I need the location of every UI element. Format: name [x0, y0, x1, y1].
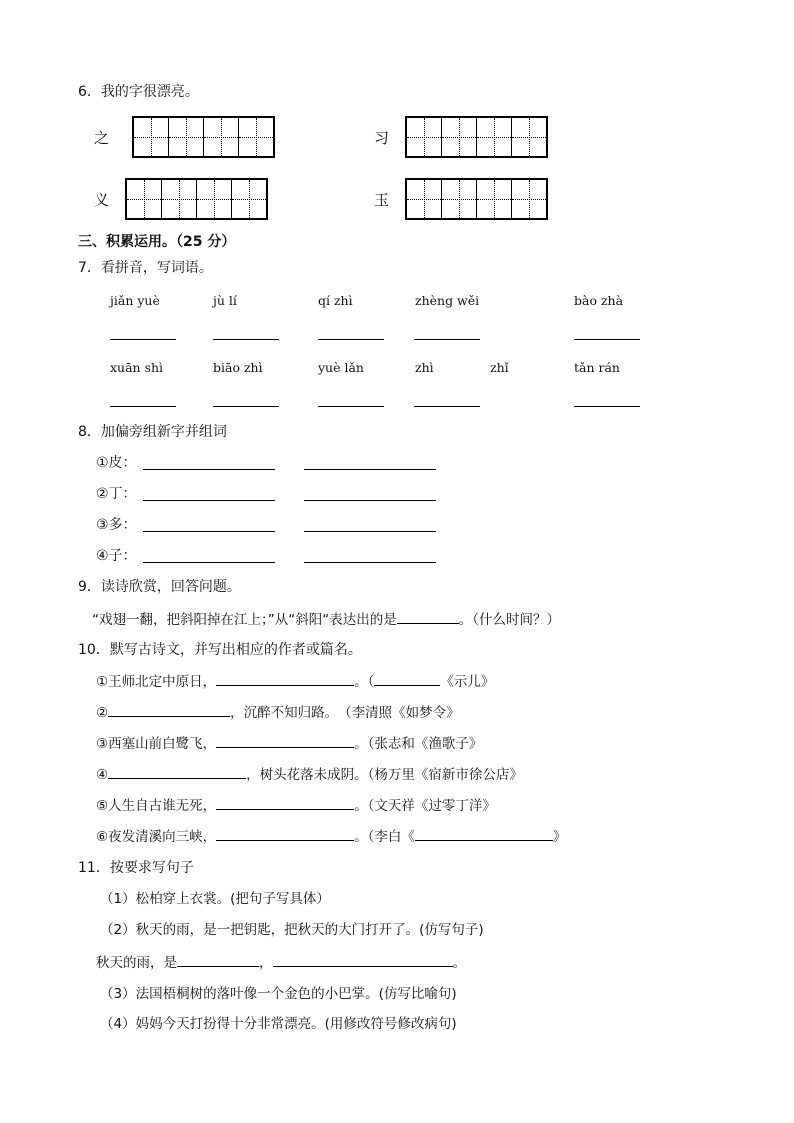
- pinyin: bào zhà: [574, 293, 624, 308]
- q10-line-5: [96, 795, 496, 816]
- pinyin: jù lí: [213, 293, 237, 308]
- poem-text: 。（张志和《渔歌子》: [354, 736, 483, 752]
- answer-blank[interactable]: [216, 795, 354, 810]
- writing-grid-4[interactable]: [405, 178, 548, 220]
- answer-blank[interactable]: [415, 826, 553, 841]
- answer-line[interactable]: [414, 339, 480, 340]
- pinyin: zhì: [415, 360, 434, 375]
- poem-text: ，树头花落未成阴。（杨万里《宿新市徐公店》: [246, 767, 523, 783]
- answer-blank[interactable]: [273, 952, 453, 967]
- answer-blank[interactable]: [216, 826, 354, 841]
- char-label-3: 义: [94, 191, 110, 209]
- q10-line-1: [96, 671, 494, 692]
- section-3-title: 三、积累运用。（25 分）: [78, 234, 236, 250]
- answer-blank[interactable]: [177, 952, 259, 967]
- pinyin: zhǐ: [490, 360, 509, 375]
- q10-title: 10．默写古诗文，并写出相应的作者或篇名。: [78, 642, 362, 658]
- q9-text-end: 。（什么时间？）: [458, 612, 560, 628]
- q9-text: “戏翅一翻，把斜阳掉在江上；”从“斜阳“表达出的是: [92, 612, 397, 628]
- char-label-4: 玉: [374, 191, 390, 209]
- poem-text: ①王师北定中原日，: [96, 674, 217, 690]
- grid-cell[interactable]: [441, 118, 476, 156]
- poem-text: ③西塞山前白鹭飞，: [96, 736, 217, 752]
- q8-item-label: ③多：: [96, 517, 137, 533]
- q10-line-4: [96, 764, 523, 785]
- answer-line[interactable]: [318, 406, 384, 407]
- writing-grid-3[interactable]: [125, 178, 268, 220]
- grid-cell[interactable]: [127, 180, 161, 218]
- answer-blank[interactable]: [216, 733, 354, 748]
- answer-blank[interactable]: [216, 671, 354, 686]
- grid-cell[interactable]: [196, 180, 231, 218]
- q11-sub-3: （3）法国梧桐树的落叶像一个金色的小巴掌。(仿写比喻句): [100, 986, 457, 1002]
- q11-sub-4: （4）妈妈今天打扮得十分非常漂亮。(用修改符号修改病句): [100, 1016, 457, 1032]
- answer-line[interactable]: [143, 562, 275, 563]
- poem-text: 。（: [354, 674, 375, 690]
- grid-cell[interactable]: [203, 118, 238, 156]
- pinyin: zhèng wěi: [415, 293, 480, 308]
- pinyin: biāo zhì: [213, 360, 263, 375]
- poem-text: 》: [552, 829, 567, 845]
- char-label-1: 之: [94, 129, 110, 147]
- sentence-text: 秋天的雨，是: [96, 955, 177, 971]
- sentence-text: 。: [452, 955, 466, 971]
- pinyin: tǎn rán: [574, 360, 620, 375]
- grid-cell[interactable]: [511, 180, 546, 218]
- answer-line[interactable]: [110, 339, 176, 340]
- q10-line-6: [96, 826, 566, 847]
- answer-line[interactable]: [414, 406, 480, 407]
- grid-cell[interactable]: [476, 118, 511, 156]
- poem-text: ④: [96, 767, 109, 783]
- answer-line[interactable]: [110, 406, 176, 407]
- answer-line[interactable]: [213, 339, 279, 340]
- q11-sub-1: （1）松柏穿上衣裳。(把句子写具体）: [100, 891, 330, 907]
- grid-cell[interactable]: [231, 180, 266, 218]
- answer-line[interactable]: [213, 406, 279, 407]
- answer-line[interactable]: [304, 531, 436, 532]
- sentence-text: ，: [259, 955, 273, 971]
- poem-text: ⑤人生自古谁无死，: [96, 798, 217, 814]
- answer-line[interactable]: [304, 500, 436, 501]
- answer-blank[interactable]: [108, 702, 230, 717]
- poem-text: 《示儿》: [440, 674, 495, 690]
- answer-line[interactable]: [304, 469, 436, 470]
- answer-line[interactable]: [143, 531, 275, 532]
- char-label-2: 习: [374, 129, 390, 147]
- q8-item-label: ④子：: [96, 548, 137, 564]
- answer-line[interactable]: [143, 500, 275, 501]
- q11-sub-2-answer: [96, 952, 466, 973]
- poem-text: ⑥夜发清溪向三峡，: [96, 829, 217, 845]
- answer-line[interactable]: [143, 469, 275, 470]
- answer-line[interactable]: [574, 406, 640, 407]
- poem-text: ，沉醉不知归路。 （李清照《如梦令》: [230, 705, 460, 721]
- q7-title: 7．看拼音，写词语。: [78, 260, 213, 276]
- grid-cell[interactable]: [407, 180, 441, 218]
- poem-text: 。（文天祥《过零丁洋》: [354, 798, 496, 814]
- grid-cell[interactable]: [238, 118, 273, 156]
- poem-text: ②: [96, 705, 109, 721]
- q11-title: 11．按要求写句子: [78, 860, 194, 876]
- pinyin: jiǎn yuè: [110, 293, 160, 308]
- q8-title: 8．加偏旁组新字并组词: [78, 424, 227, 440]
- answer-blank[interactable]: [374, 671, 440, 686]
- q10-line-2: [96, 702, 460, 723]
- grid-cell[interactable]: [134, 118, 168, 156]
- q8-item-label: ②丁：: [96, 486, 137, 502]
- grid-cell[interactable]: [407, 118, 441, 156]
- answer-line[interactable]: [304, 562, 436, 563]
- q6-title: 6．我的字很漂亮。: [78, 84, 199, 100]
- q9-title: 9．读诗欣赏，回答问题。: [78, 579, 241, 595]
- q8-item-label: ①皮：: [96, 455, 137, 471]
- answer-line[interactable]: [574, 339, 640, 340]
- answer-line[interactable]: [318, 339, 384, 340]
- pinyin: xuān shì: [110, 360, 164, 375]
- answer-blank[interactable]: [397, 609, 459, 624]
- pinyin: yuè lǎn: [318, 360, 364, 375]
- grid-cell[interactable]: [161, 180, 196, 218]
- answer-blank[interactable]: [108, 764, 246, 779]
- grid-cell[interactable]: [441, 180, 476, 218]
- grid-cell[interactable]: [511, 118, 546, 156]
- pinyin: qí zhì: [318, 293, 353, 308]
- q10-line-3: [96, 733, 482, 754]
- writing-grid-2[interactable]: [405, 116, 548, 158]
- grid-cell[interactable]: [476, 180, 511, 218]
- q9-question: [92, 609, 560, 630]
- grid-cell[interactable]: [168, 118, 203, 156]
- poem-text: 。（李白《: [354, 829, 415, 845]
- writing-grid-1[interactable]: [132, 116, 275, 158]
- q11-sub-2: （2）秋天的雨，是一把钥匙，把秋天的大门打开了。(仿写句子): [100, 922, 484, 938]
